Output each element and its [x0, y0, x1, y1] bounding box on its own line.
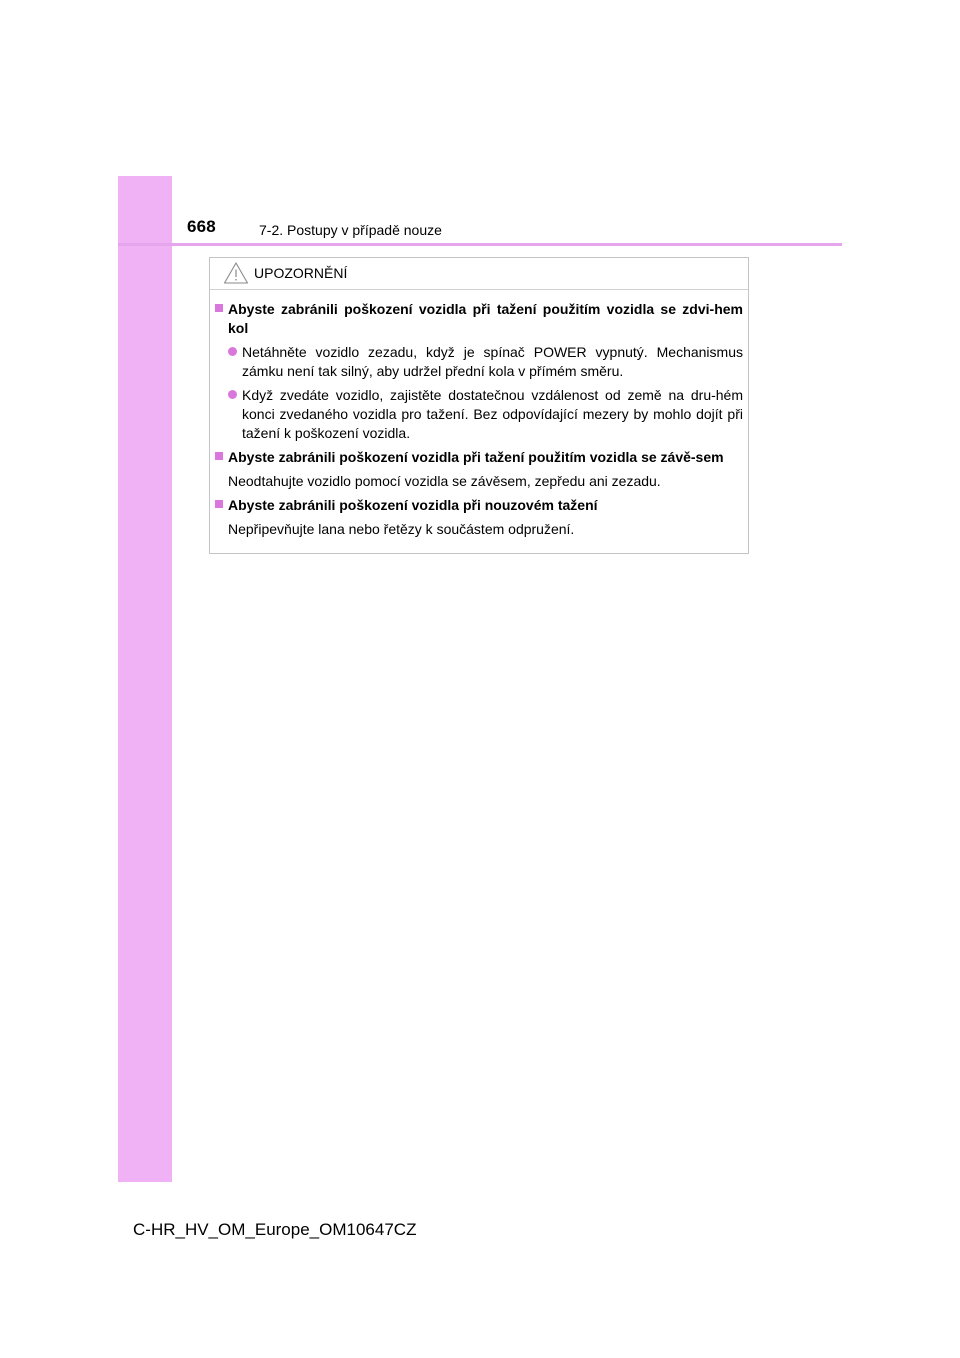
warning-section: [215, 300, 743, 338]
bullet-text: Když zvedáte vozidlo, zajistěte dostatečnou vzdálenost od země na dru-hém konci zvedaného vozidla pro tažení. Bez odpovídající mezery by mohlo dojít při tažení k poškození vozidla.: [242, 387, 743, 441]
circle-bullet-icon: [228, 347, 237, 356]
bullet-text: Netáhněte vozidlo zezadu, když je spínač POWER vypnutý. Mechanismus zámku není tak silný, aby udržel přední kola v přímém směru.: [242, 344, 743, 379]
page-number: 668: [187, 217, 216, 236]
circle-bullet-icon: [228, 390, 237, 399]
section-text: Nepřipevňujte lana nebo řetězy k součástem odpružení.: [228, 521, 575, 537]
section-heading: Abyste zabránili poškození vozidla při tažení použitím vozidla se zdvi-hem kol: [228, 301, 743, 336]
warning-triangle-icon: [223, 261, 249, 285]
side-color-band: [118, 176, 172, 1182]
square-bullet-icon: [215, 304, 223, 312]
warning-section: [215, 448, 743, 467]
header-rule: [118, 243, 842, 246]
document-id: C-HR_HV_OM_Europe_OM10647CZ: [133, 1220, 417, 1239]
warning-section: [215, 496, 743, 515]
section-title: 7-2. Postupy v případě nouze: [259, 222, 442, 238]
warning-title: UPOZORNĚNÍ: [254, 265, 348, 281]
bullet-item: [215, 343, 743, 381]
section-text: Neodtahujte vozidlo pomocí vozidla se závěsem, zepředu ani zezadu.: [228, 473, 661, 489]
warning-box: [209, 257, 749, 554]
bullet-item: [215, 386, 743, 443]
section-heading: Abyste zabránili poškození vozidla při nouzovém tažení: [228, 497, 598, 513]
warning-content: [215, 300, 743, 544]
warning-header: [210, 258, 748, 290]
square-bullet-icon: [215, 452, 223, 460]
square-bullet-icon: [215, 500, 223, 508]
section-heading: Abyste zabránili poškození vozidla při tažení použitím vozidla se závě-sem: [228, 449, 724, 465]
